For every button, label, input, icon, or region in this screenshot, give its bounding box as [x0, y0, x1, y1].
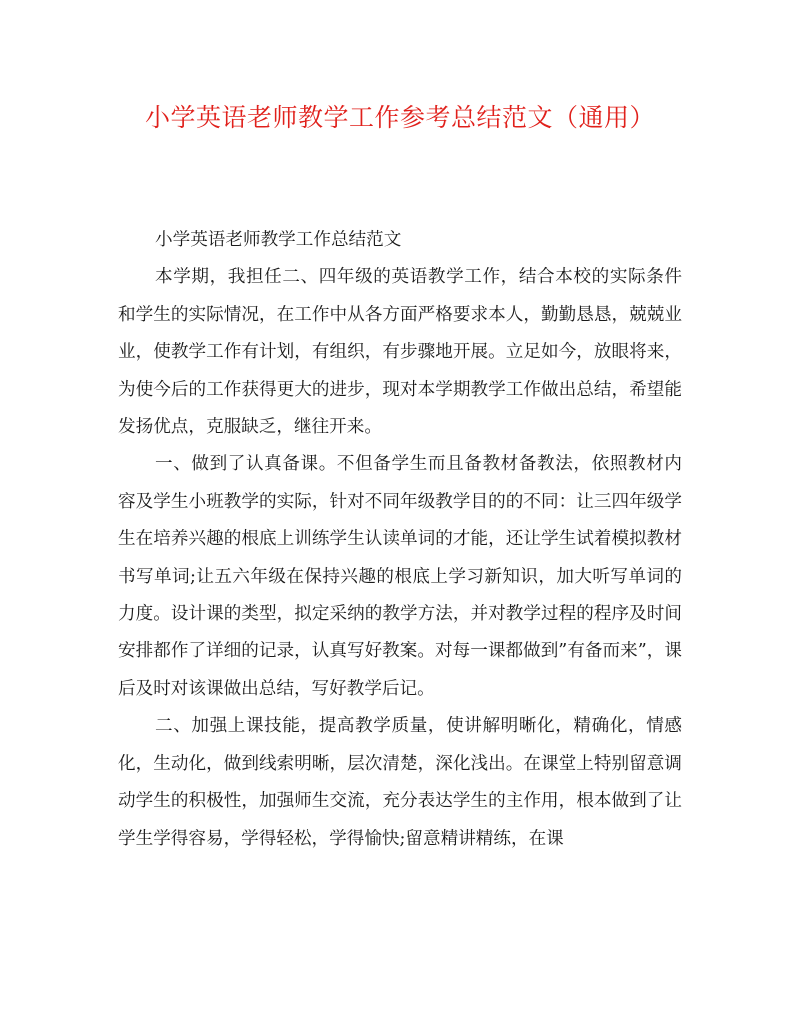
document-body — [118, 222, 682, 858]
document-title: 小学英语老师教学工作参考总结范文（通用） — [144, 103, 655, 132]
paragraph-intro: 本学期，我担任二、四年级的英语教学工作，结合本校的实际条件和学生的实际情况，在工作中从各方面严格要求本人，勤勤恳恳，兢兢业业，使教学工作有计划，有组织，有步骤地开展。立足如今，放眼将来，为使今后的工作获得更大的进步，现对本学期教学工作做出总结，希望能发扬优点，克服缺乏，继往开来。 — [118, 267, 682, 438]
paragraph-teaching-skills: 二、加强上课技能，提高教学质量，使讲解明晰化，精确化，情感化，生动化，做到线索明晰，层次清楚，深化浅出。在课堂上特别留意调动学生的积极性，加强师生交流，充分表达学生的主作用，根本做到了让学生学得容易，学得轻松，学得愉快;留意精讲精练，在课 — [118, 716, 682, 849]
paragraph-lesson-preparation: 一、做到了认真备课。不但备学生而且备教材备教法，依照教材内容及学生小班教学的实际，针对不同年级教学目的的不同：让三四年级学生在培养兴趣的根底上训练学生认读单词的才能，还让学生试着模拟教材书写单词;让五六年级在保持兴趣的根底上学习新知识，加大听写单词的力度。设计课的类型，拟定采纳的教学方法，并对教学过程的程序及时间安排都作了详细的记录，认真写好教案。对每一课都做到”有备而来”，课后及时对该课做出总结，写好教学后记。 — [118, 454, 682, 699]
document-subtitle: 小学英语老师教学工作总结范文 — [155, 230, 402, 250]
